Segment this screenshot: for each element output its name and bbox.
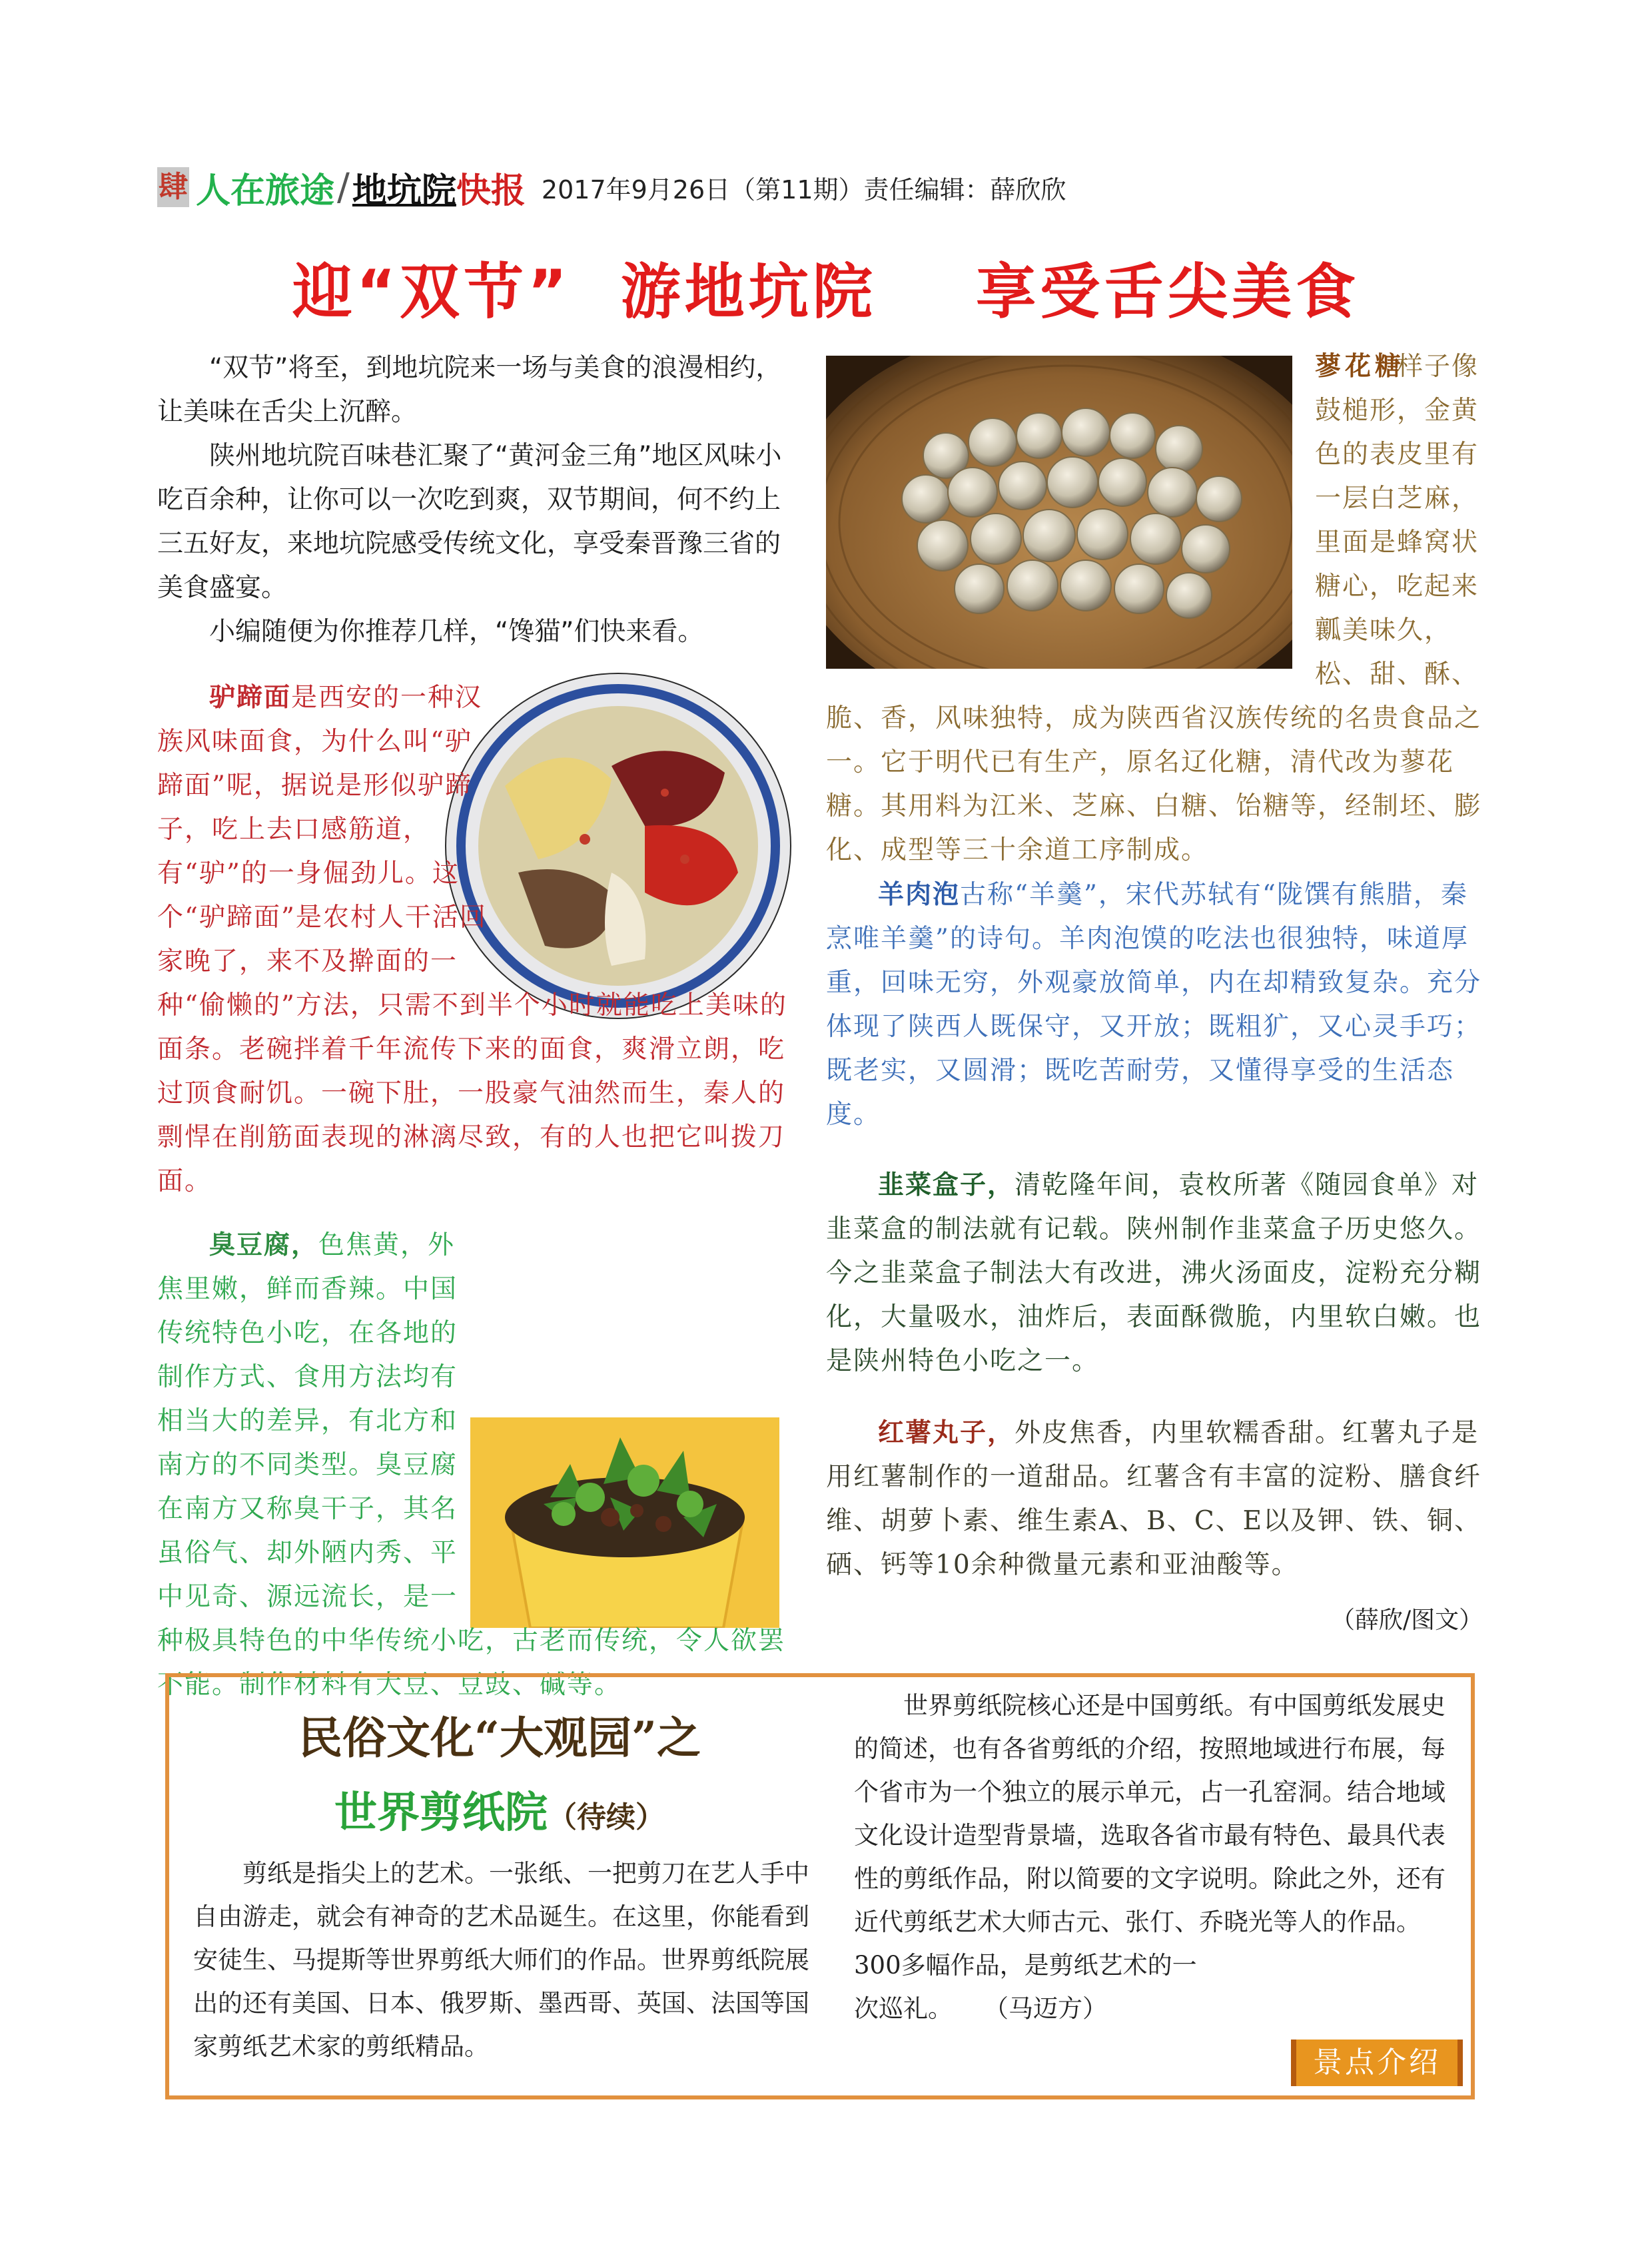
yangroupao-body: 古称“羊羹”，宋代苏轼有“陇馔有熊腊，秦烹唯羊羹”的诗句。羊肉泡馍的吃法也很独特，味道厚重，回味无穷，外观豪放简单，内在却精致复杂。充分体现了陕西人既保守，又开放；既粗犷，又心灵手巧；既老实，又圆滑；既吃苦耐劳，又懂得享受的生活态度。 [826, 880, 1482, 1130]
folk-right-column [854, 1684, 1453, 2030]
liaohuatang-description [826, 345, 1492, 873]
folk-right-end-text: 次巡礼。 [854, 1994, 953, 2023]
issue-badge: 肆 [157, 167, 189, 207]
intro-paragraph: 陕州地坑院百味巷汇聚了“黄河金三角”地区风味小吃百余种，让你可以一次吃到爽，双节期间，何不约上三五好友，来地坑院感受传统文化，享受秦晋豫三省的美食盛宴。 [157, 441, 782, 603]
folk-subtitle-suffix: （待续） [548, 1800, 665, 1834]
choudoufu-name: 臭豆腐， [209, 1230, 319, 1260]
intro-section [157, 346, 795, 654]
liaohuatang-name: 蓼花糖 [1315, 352, 1406, 382]
folk-title: 民俗文化“大观园”之 [298, 1712, 701, 1764]
section-tag: 景点介绍 [1291, 2040, 1463, 2086]
folk-subtitle [200, 1778, 799, 1840]
intro-paragraph: 小编随便为你推荐几样，“馋猫”们快来看。 [209, 617, 704, 647]
hongshuwanzi-name: 红薯丸子， [878, 1417, 1015, 1448]
headline: 迎“双节” 游地坑院 享受舌尖美食 [292, 257, 1360, 327]
jiucaihezi-name: 韭菜盒子， [878, 1170, 1015, 1200]
folk-right-ending [854, 1987, 1453, 2030]
jiucaihezi-body: 清乾隆年间，袁枚所著《随园食单》对韭菜盒的制法就有记载。陕州制作韭菜盒子历史悠久。今之韭菜盒子制法大有改进，沸火汤面皮，淀粉充分糊化，大量吸水，油炸后，表面酥微脆，内里软白嫩。也是陕州特色小吃之一。 [826, 1170, 1482, 1376]
intro-paragraph: “双节”将至，到地坑院来一场与美食的浪漫相约，让美味在舌尖上沉醉。 [157, 353, 782, 427]
lvtimian-body: 是西安的一种汉族风味面食，为什么叫“驴蹄面”呢，据说是形似驴蹄子，吃上去口感筋道，有“驴”的一身倔劲儿。这个“驴蹄面”是农村人干活回家晚了，来不及擀面的一种“偷懒的”方法，只需不到半个小时就能吃上美味的面条。老碗拌着千年流传下来的面食，爽滑立朗，吃过顶食耐饥。一碗下肚，一股豪气油然而生，秦人的剽悍在削筋面表现的淋漓尽致，有的人也把它叫拨刀面。 [157, 683, 787, 1196]
folk-right-paragraph: 世界剪纸院核心还是中国剪纸。有中国剪纸发展史的简述，也有各省剪纸的介绍，按照地域进行布展，每个省市为一个独立的展示单元，占一孔窑洞。结合地域文化设计造型背景墙，选取各省市最有特色、最具代表性的剪纸作品，附以简要的文字说明。除此之外，还有近代剪纸艺术大师古元、张仃、乔晓光等人的作品。300多幅作品，是剪纸艺术的一 [854, 1691, 1446, 1980]
choudoufu-body: 色焦黄，外焦里嫩，鲜而香辣。中国传统特色小吃，在各地的制作方式、食用方法均有相当大的差异，有北方和南方的不同类型。臭豆腐在南方又称臭干子，其名虽俗气、却外陋内秀、平中见奇、源远流长，是一种极具特色的中华传统小吃，古老而传统，令人欲罢不能。制作材料有大豆、豆豉、碱等。 [157, 1230, 786, 1700]
masthead-separator: / [337, 165, 350, 209]
folk-author: （马迈方） [984, 1994, 1108, 2023]
column-name-dikengyuan: 地坑院 [352, 171, 456, 211]
lvtimian-name: 驴蹄面 [209, 682, 292, 713]
hongshuwanzi-body: 外皮焦香，内里软糯香甜。红薯丸子是用红薯制作的一道甜品。红薯含有丰富的淀粉、膳食纤维、胡萝卜素、维生素A、B、C、E以及钾、铁、铜、硒、钙等10余种微量元素和亚油酸等。 [826, 1418, 1482, 1580]
liaohuatang-body: 样子像鼓槌形，金黄色的表皮里有一层白芝麻，里面是蜂窝状糖心，吃起来瓤美味久，松、甜、酥、脆、香，风味独特，成为陕西省汉族传统的名贵食品之一。它于明代已有生产，原名辽化糖，清代改为蓼花糖。其用料为江米、芝麻、白糖、饴糖等，经制坯、膨化、成型等三十余道工序制成。 [826, 352, 1482, 865]
column-name-travel: 人在旅途 [196, 171, 335, 211]
yangroupao-description [826, 873, 1491, 1137]
column-name-express: 快报 [456, 171, 526, 211]
jiucaihezi-description [826, 1163, 1491, 1383]
folk-left-paragraph: 剪纸是指尖上的艺术。一张纸、一把剪刀在艺人手中自由游走，就会有神奇的艺术品诞生。在这里，你能看到安徒生、马提斯等世界剪纸大师们的作品。世界剪纸院展出的还有美国、日本、俄罗斯、墨西哥、英国、法国等国家剪纸艺术家的剪纸精品。 [193, 1859, 809, 2061]
issue-info: 2017年9月26日（第11期）责任编辑：薛欣欣 [541, 175, 1066, 204]
folk-subtitle-main: 世界剪纸院 [334, 1788, 548, 1838]
hongshuwanzi-description [826, 1411, 1491, 1587]
yangroupao-name: 羊肉泡 [878, 879, 961, 910]
masthead [157, 164, 1066, 210]
lvtimian-description [157, 675, 795, 1204]
choudoufu-description [157, 1223, 795, 1707]
photo-text-credit: （薛欣/图文） [1331, 1607, 1483, 1634]
folk-left-column [193, 1852, 813, 2068]
